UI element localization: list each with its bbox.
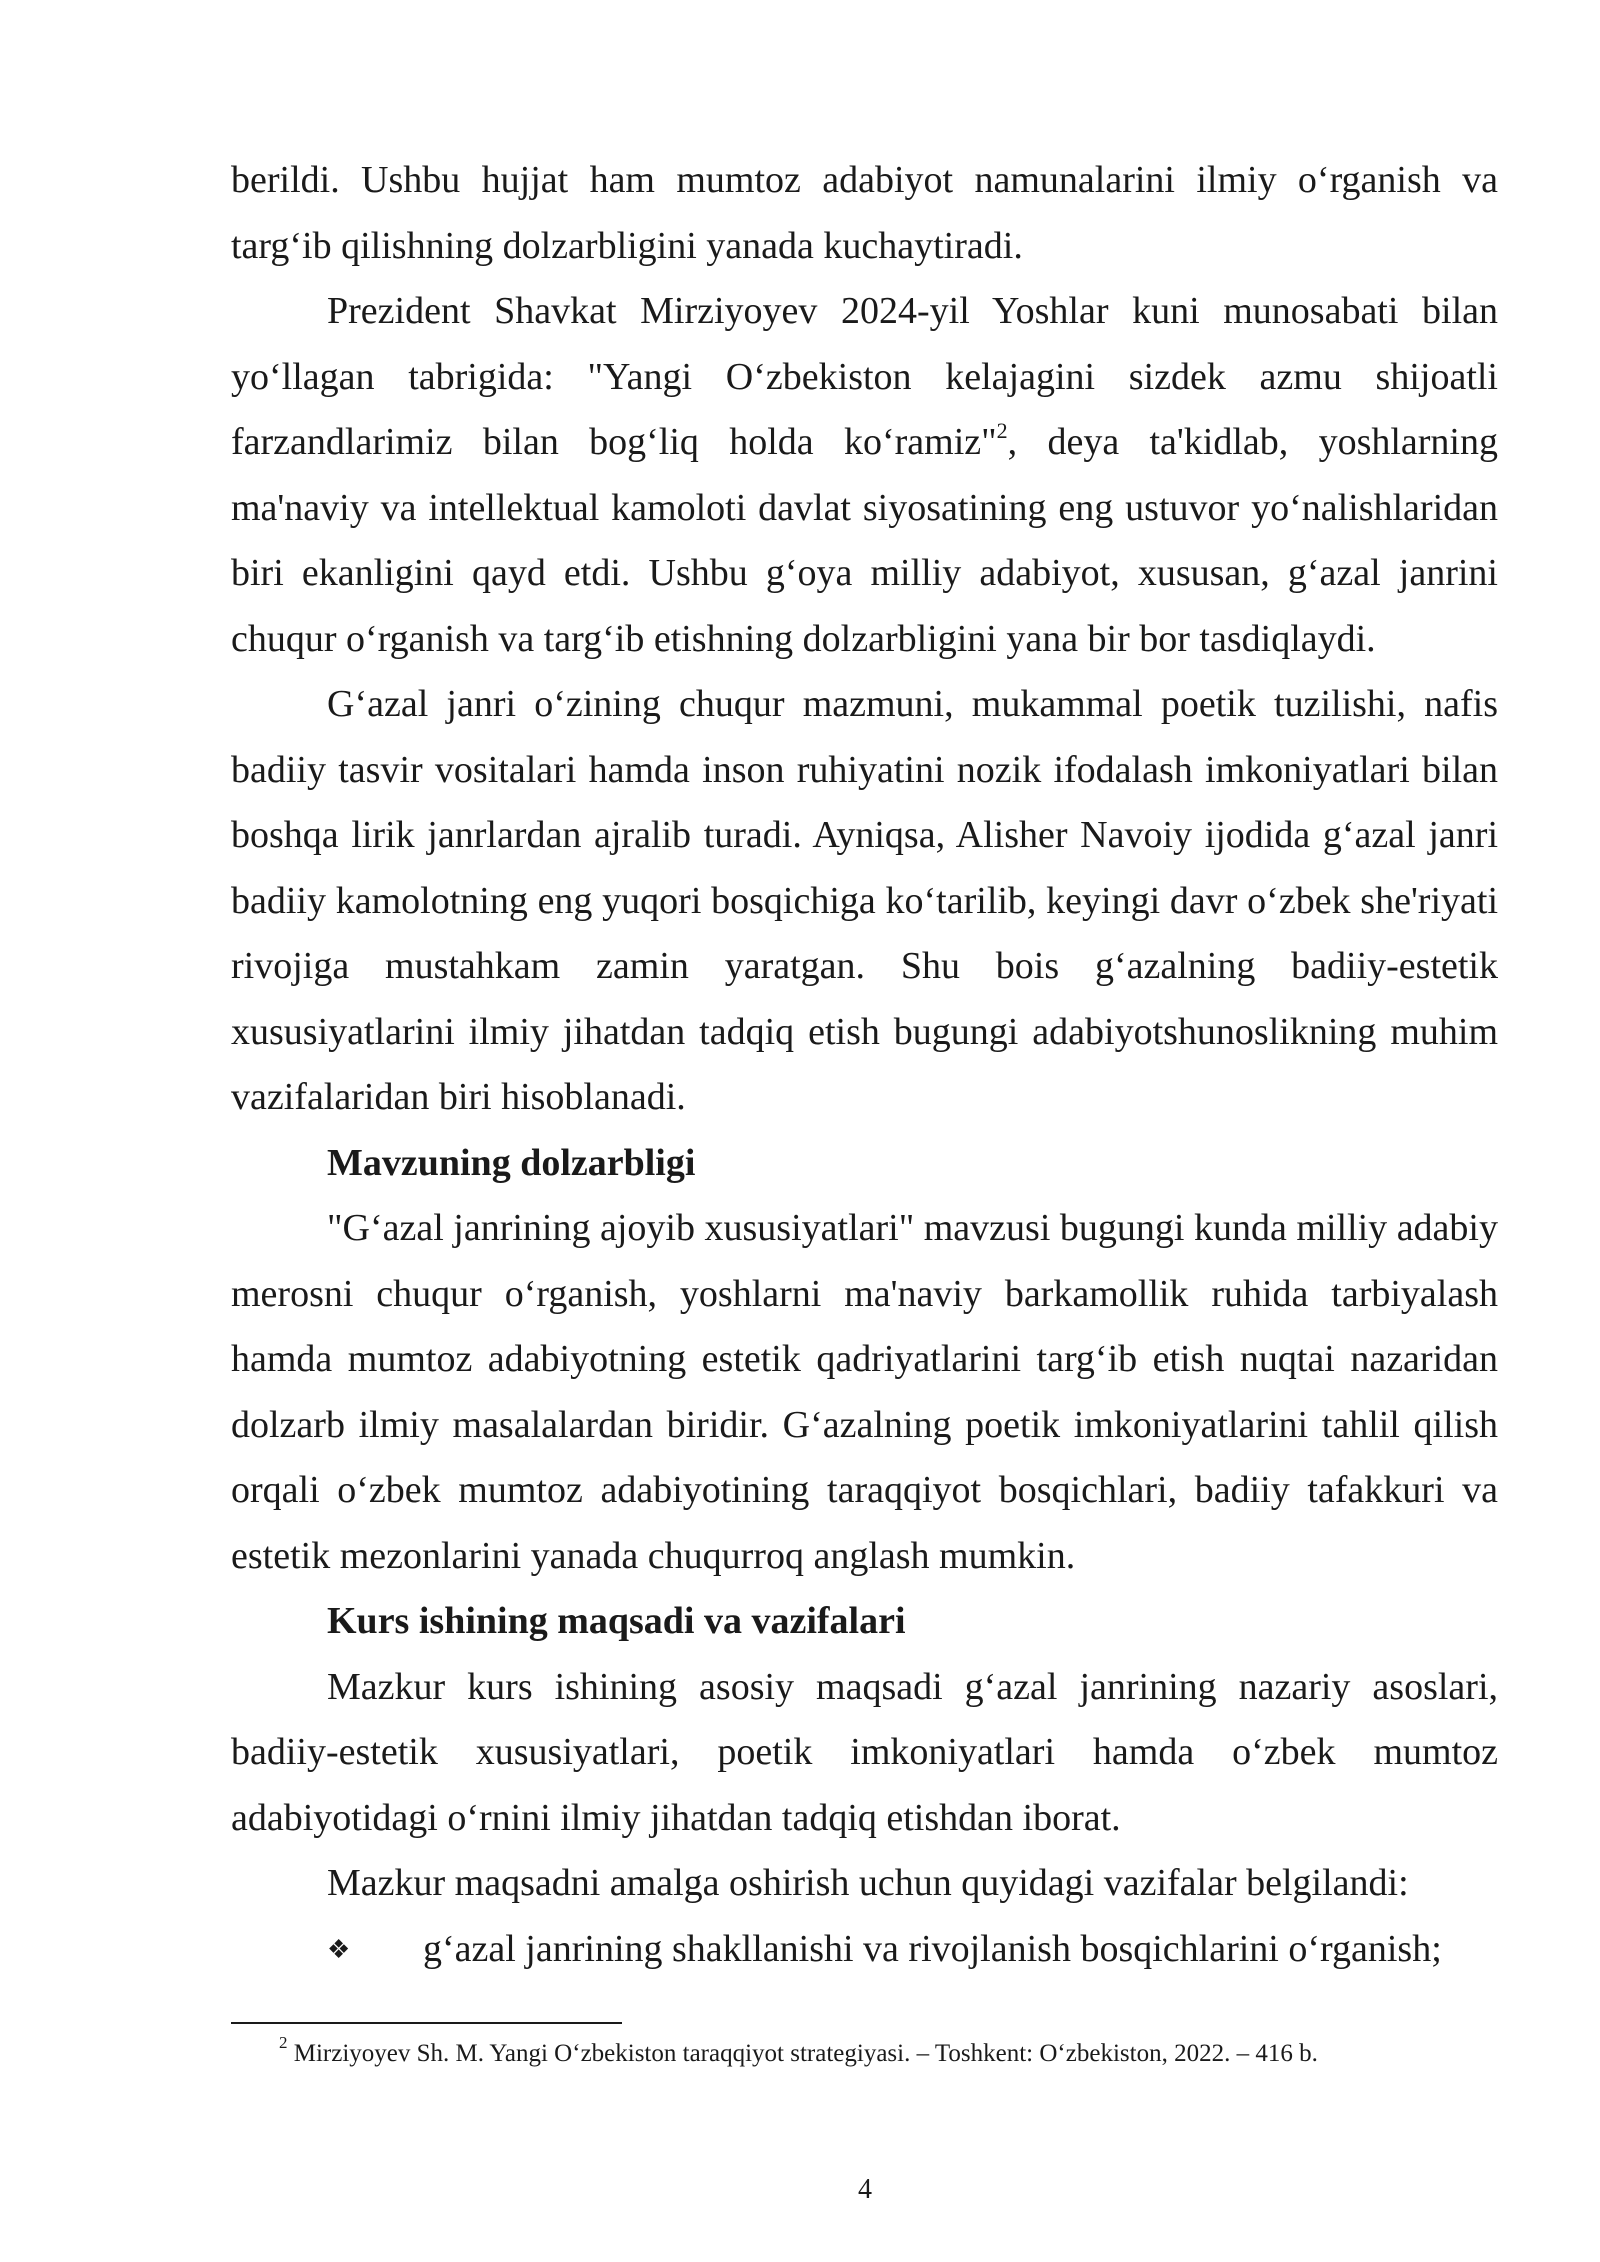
paragraph-3: Gʻazal janri oʻzining chuqur mazmuni, mukammal poetik tuzilishi, nafis badiiy tasvir vositalari hamda inson ruhiyatini nozik ifodalash imkoniyatlari bilan boshqa lirik janrlardan ajralib turadi. Ayniqsa, Alisher Navoiy ijodida gʻazal janri badiiy kamolotning eng yuqori bosqichiga koʻtarilib, keyingi davr oʻzbek she'riyati rivojiga mustahkam zamin yaratgan. Shu bois gʻazalning badiiy-estetik xususiyatlarini ilmiy jihatdan tadqiq etish bugungi adabiyotshunoslikning muhim vazifalaridan biri hisoblanadi. <box>231 683 1498 1118</box>
paragraph-4: "Gʻazal janrining ajoyib xususiyatlari" mavzusi bugungi kunda milliy adabiy merosni chuqur oʻrganish, yoshlarni ma'naviy barkamollik ruhida tarbiyalash hamda mumtoz adabiyotning estetik qadriyatlarini targʻib etish nuqtai nazaridan dolzarb ilmiy masalalardan biridir. Gʻazalning poetik imkoniyatlarini tahlil qilish orqali oʻzbek mumtoz adabiyotining taraqqiyot bosqichlari, badiiy tafakkuri va estetik mezonlarini yanada chuqurroq anglash mumkin. <box>231 1207 1498 1577</box>
list-item <box>231 1917 1498 1983</box>
paragraph-5: Mazkur kurs ishining asosiy maqsadi gʻazal janrining nazariy asoslari, badiiy-estetik xususiyatlari, poetik imkoniyatlari hamda oʻzbek mumtoz adabiyotidagi oʻrnini ilmiy jihatdan tadqiq etishdan iborat. <box>231 1665 1498 1839</box>
main-text <box>231 148 1498 1982</box>
paragraph-1: berildi. Ushbu hujjat ham mumtoz adabiyot namunalarini ilmiy oʻrganish va targʻib qilishning dolzarbligini yanada kuchaytiradi. <box>231 159 1498 267</box>
list-item-text: gʻazal janrining shakllanishi va rivojlanish bosqichlarini oʻrganish; <box>423 1927 1442 1970</box>
footnote-text: Mirziyoyev Sh. M. Yangi Oʻzbekiston taraqqiyot strategiyasi. – Toshkent: Oʻzbekiston, 2022. – 416 b. <box>287 2040 1318 2067</box>
footnote-marker: 2 <box>279 2032 288 2052</box>
paragraph-2-text-b: , deya ta'kidlab, yoshlarning ma'naviy va intellektual kamoloti davlat siyosatining eng ustuvor yoʻnalishlaridan biri ekanligini qayd etdi. Ushbu gʻoya milliy adabiyot, xususan, gʻazal janrini chuqur oʻrganish va targʻib etishning dolzarbligini yana bir bor tasdiqlaydi. <box>231 421 1498 660</box>
paragraph-2 <box>231 279 1498 672</box>
footnote-reference: 2 <box>996 418 1008 444</box>
paragraph-2-text-a: Prezident Shavkat Mirziyoyev 2024-yil Yoshlar kuni munosabati bilan yoʻllagan tabrigida: "Yangi Oʻzbekiston kelajagini sizdek azmu shijoatli farzandlarimiz bilan bogʻliq holda koʻramiz" <box>231 290 1498 463</box>
section-heading-relevance: Mavzuning dolzarbligi <box>327 1141 696 1184</box>
paragraph-6: Mazkur maqsadni amalga oshirish uchun quyidagi vazifalar belgilandi: <box>327 1862 1409 1904</box>
page-number: 4 <box>858 2174 872 2205</box>
footnote <box>231 2032 1498 2072</box>
diamond-bullet-icon: ❖ <box>327 1934 351 1964</box>
section-heading-goals: Kurs ishining maqsadi va vazifalari <box>327 1600 906 1642</box>
footnote-separator <box>231 2022 622 2024</box>
